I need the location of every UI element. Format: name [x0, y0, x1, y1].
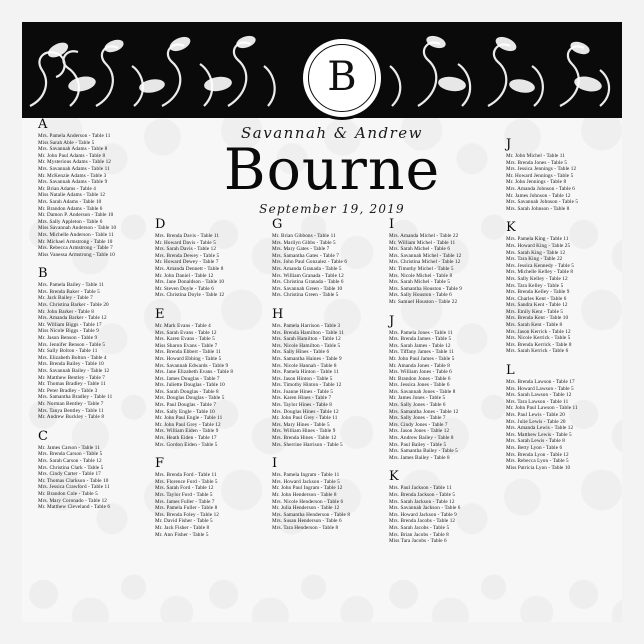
group-letter: I [272, 456, 278, 472]
guest-entry: Mrs. James Fuller - Table 7 [155, 498, 215, 505]
guest-entry: Mrs. Savannah Michel - Table 12 [389, 252, 462, 259]
guest-entry: Mrs. Sarah Ford - Table 12 [155, 485, 214, 492]
guest-entry: Miss Sarah Able - Table 5 [38, 139, 95, 146]
guest-entry: Mr. Jason Benson - Table 9 [38, 335, 98, 342]
guest-entry: Mrs. Sally Engle - Table 10 [155, 408, 215, 415]
guest-entry: Mrs. Brian Jacobs - Table 8 [389, 531, 449, 538]
guest-entry: Mrs. Sally Jones - Table 7 [389, 415, 446, 422]
guest-entry: Mrs. Cindy Jones - Table 7 [389, 421, 448, 428]
guest-entry: Mr. Sally Bolton - Table 11 [38, 348, 98, 355]
guest-entry: Mrs. Howard King - Table 25 [506, 242, 571, 249]
group-letter: A [38, 117, 48, 132]
guest-entry: Miss Savannah Anderson - Table 10 [38, 225, 117, 232]
guest-entry: Mrs. Amanda Lewis - Table 12 [506, 425, 574, 432]
guest-entry: Mrs. Christina Michel - Table 12 [389, 259, 461, 266]
guest-entry: Mrs. Douglas Douglas - Table 5 [155, 395, 225, 402]
guest-entry: Mr. Andrew Buckley - Table 8 [38, 414, 105, 421]
guest-entry: Mrs. Karen Hines - Table 7 [272, 395, 332, 402]
guest-entry: Mr. Julia Henderson - Table 12 [272, 505, 340, 512]
guest-entry: Mrs. Tara Kelley - Table 5 [506, 282, 564, 289]
guest-entry: Mrs. Howard Jackson - Table 9 [389, 511, 457, 518]
guest-entry: Mr. Jack Fisher - Table 8 [155, 524, 210, 531]
guest-entry: Mrs. Amanda Johnson - Table 6 [506, 185, 576, 192]
guest-entry: Mr. William Biggs - Table 17 [38, 321, 102, 328]
guest-entry: Mr. Amanda Jones - Table 8 [389, 362, 450, 369]
guest-entry: Mr. Matthew Bentley - Table 7 [38, 374, 105, 381]
guest-entry: Mrs. Sarah Jacobs - Table 5 [389, 524, 450, 531]
guest-entry: Mrs. Joanne Hines - Table 5 [272, 388, 334, 395]
guest-column [506, 138, 616, 480]
guest-entry: Miss Vanessa Armstrong - Table 10 [38, 251, 115, 258]
letter-group [155, 457, 265, 538]
guest-entry: Mrs. Savannah Adams - Table 8 [38, 146, 108, 153]
guest-entry: Mrs. Savannah Green - Table 10 [272, 285, 343, 292]
group-letter: C [38, 428, 48, 444]
guest-entry: Mrs. Sarah James - Table 12 [389, 342, 451, 349]
guest-entry: Mrs. Pamela Anderson - Table 11 [38, 133, 111, 139]
guest-entry: Mr. John Paul Grey - Table 12 [155, 421, 221, 428]
guest-entry: Mrs. William Hines - Table 9 [272, 428, 336, 435]
guest-entry: Mrs. Michelle Kelley - Table 8 [506, 269, 574, 276]
guest-entry: Mrs. Savannah Bailey - Table 12 [38, 368, 110, 374]
surname: Bourne [223, 137, 441, 203]
wedding-date: September 19, 2019 [259, 202, 405, 216]
guest-entry: Mrs. Christina Green - Table 5 [272, 292, 339, 299]
guest-entry: Mrs. Gordon Eiden - Table 5 [155, 441, 218, 448]
guest-entry: Mrs. Sarah Michel - Table 5 [389, 279, 451, 286]
guest-entry: Mrs. Emily Kent - Table 5 [506, 308, 564, 315]
guest-entry: Mrs. Samantha Haines - Table 9 [272, 355, 342, 362]
guest-entry: Mrs. Samantha Bradley - Table 11 [38, 394, 113, 401]
guest-entry: Mr. Ann Fisher - Table 5 [155, 531, 209, 538]
guest-entry: Mrs. Juliette Douglas - Table 10 [155, 382, 225, 389]
guest-entry: Mrs. James Bailey - Table 8 [389, 454, 450, 461]
letter-group [506, 364, 616, 471]
letter-group [38, 430, 148, 511]
guest-entry: Mr. John Paul James - Table 5 [389, 355, 455, 362]
guest-entry: Miss Patricia Lyon - Table 10 [506, 464, 571, 471]
guest-entry: Mrs. Brenda Carson - Table 5 [38, 451, 103, 458]
guest-entry: Mr. John Paul Lawson - Table 11 [506, 405, 578, 412]
guest-entry: Mr. Brian Adams - Table 4 [38, 185, 96, 192]
letter-group [272, 457, 382, 531]
guest-entry: Mr. James Johnson - Table 12 [506, 192, 571, 199]
guest-entry: Mrs. Sarah Kerrick - Table 6 [506, 348, 569, 355]
guest-entry: Miss Sharon Evans - Table 7 [155, 342, 218, 349]
guest-entry: Mrs. Brenda Ebbert - Table 11 [155, 349, 221, 356]
guest-entry: Mrs. Brenda Kent - Table 10 [506, 315, 569, 322]
guest-entry: Mrs. Brenda Kerrick - Table 8 [506, 341, 572, 348]
guest-entry: Mrs. Brenda Hines - Table 12 [272, 435, 337, 442]
guest-column [155, 218, 265, 547]
group-letter: K [389, 469, 399, 485]
guest-entry: Mr. William Michel - Table 11 [389, 239, 456, 246]
guest-entry: Mrs. Christina Barker - Table 20 [38, 302, 109, 309]
guest-entry: Mrs. Jessica Jennings - Table 12 [506, 166, 577, 173]
guest-entry: Mrs. Sherrine Harrison - Table 5 [272, 441, 343, 448]
guest-entry: Mrs. Mary Hines - Table 5 [272, 421, 330, 428]
guest-entry: Mrs. Samantha Bailey - Table 5 [389, 448, 458, 455]
guest-entry: Mr. Samuel Houston - Table 22 [389, 298, 458, 305]
guest-entry: Mrs. Jessica Crawford - Table 11 [38, 484, 110, 491]
guest-entry: Mr. John Barker - Table 8 [38, 308, 94, 315]
guest-entry: Mrs. Nicole Hamilton - Table 5 [272, 342, 341, 349]
letter-group [506, 221, 616, 355]
guest-entry: Mrs. Nicole Henderson - Table 6 [272, 498, 344, 505]
guest-column [389, 218, 499, 554]
guest-entry: Mrs. Brenda Jackson - Table 5 [389, 492, 456, 498]
guest-columns [22, 118, 622, 622]
letter-group [389, 218, 499, 306]
letter-group [272, 218, 382, 299]
guest-entry: Mr. Michael Armstrong - Table 10 [38, 238, 113, 245]
guest-entry: Mrs. Brenda Ford - Table 11 [155, 472, 217, 479]
guest-entry: Mrs. Charles Kent - Table 6 [506, 295, 567, 302]
guest-entry: Mrs. Brenda Bailey - Table 10 [38, 361, 104, 368]
guest-entry: Mrs. Nicole Michel - Table 8 [389, 272, 453, 279]
guest-entry: Mr. Damon P. Anderson - Table 10 [38, 212, 114, 219]
guest-entry: Mrs. Tara Lawson - Table 11 [506, 398, 569, 405]
guest-entry: Mrs. Sarah Jackson - Table 12 [389, 498, 455, 505]
guest-entry: Mr. Howard Dewey - Table 7 [155, 259, 219, 266]
guest-entry: Mr. James Jones - Table 5 [389, 395, 446, 402]
guest-entry: Mrs. Sarah Michel - Table 6 [389, 246, 451, 253]
guest-entry: Mrs. Susan Henderson - Table 6 [272, 518, 342, 525]
guest-entry: Mr. Thomas Bradley - Table 11 [38, 381, 106, 388]
guest-entry: Mr. David Fisher - Table 5 [155, 518, 213, 525]
letter-group [389, 470, 499, 544]
guest-entry: Mr. Brandon Jones - Table 6 [389, 375, 451, 382]
guest-entry: Mrs. Jason Jones - Table 12 [389, 428, 450, 435]
letter-group [506, 138, 616, 212]
guest-entry: Mr. James Carson - Table 11 [38, 444, 100, 451]
guest-entry: Mr. John Paul Grey - Table 11 [272, 415, 338, 422]
letter-group [38, 118, 148, 258]
guest-entry: Mr. Timothy Michel - Table 5 [389, 265, 454, 272]
group-letter: L [506, 363, 515, 379]
guest-entry: Mrs. Nicole Hannah - Table 8 [272, 362, 337, 369]
guest-entry: Mr. Brandon Cole - Table 5 [38, 490, 98, 497]
guest-entry: Mrs. Amanda Barker - Table 12 [38, 315, 107, 322]
poster-sheet [22, 22, 622, 622]
guest-entry: Mrs. Tara King - Table 22 [506, 256, 563, 263]
guest-entry: Mrs. Sally Kelley - Table 12 [506, 275, 568, 282]
guest-entry: Mrs. James Douglas - Table 7 [155, 375, 220, 382]
guest-entry: Miss Tara Jacobs - Table 6 [389, 538, 447, 545]
guest-entry: Mrs. Sarah Kent - Table 8 [506, 322, 563, 329]
guest-entry: Mrs. Andrew Bailey - Table 8 [389, 435, 454, 442]
guest-entry: Mrs. Christina Granada - Table 6 [272, 279, 344, 286]
guest-entry: Mr. Peter Bradley - Table 3 [38, 387, 98, 394]
guest-entry: Mrs. Pamela Jones - Table 11 [389, 329, 453, 336]
guest-entry: Mrs. Howard Lawson - Table 5 [506, 385, 574, 392]
guest-entry: Mrs. Christina Clark - Table 5 [38, 464, 104, 471]
guest-entry: Mrs. Amanda Dennett - Table 8 [155, 265, 224, 272]
guest-entry: Mr. McKenzie Adams - Table 3 [38, 172, 107, 179]
guest-entry: Mrs. Christina Doyle - Table 12 [155, 292, 225, 299]
guest-entry: Mrs. Samantha Gates - Table 7 [272, 252, 339, 259]
guest-entry: Mrs. Paul Jackson - Table 11 [389, 485, 452, 492]
guest-entry: Mrs. Savannah Edwards - Table 9 [155, 362, 229, 369]
guest-entry: Mrs. Brenda Lawson - Table 17 [506, 379, 575, 386]
monogram-medallion [300, 36, 384, 120]
guest-entry: Mrs. Cindy Carter - Table 17 [38, 471, 101, 478]
guest-entry: Mrs. Samantha Houston - Table 9 [389, 285, 462, 292]
guest-entry: Mrs. Tanya Bentley - Table 11 [38, 407, 104, 414]
guest-entry: Mrs. Sally Jones - Table 6 [389, 402, 446, 409]
guest-entry: Mrs. William Eiden - Table 9 [155, 428, 219, 435]
guest-entry: Mrs. Pamela Harrison - Table 3 [272, 322, 341, 329]
guest-entry: Mrs. Brenda Kelley - Table 9 [506, 289, 570, 296]
guest-entry: Mrs. Paul Bailey - Table 5 [389, 441, 447, 448]
guest-entry: Mrs. Sarah Johnson - Table 8 [506, 205, 570, 212]
group-letter: I [389, 217, 395, 232]
guest-entry: Mrs. Brenda Lyon - Table 12 [506, 451, 569, 458]
guest-entry: Mrs. Rebecca Lyon - Table 5 [506, 458, 569, 465]
letter-group [272, 308, 382, 448]
guest-entry: Miss Natalie Adams - Table 12 [38, 192, 106, 199]
guest-entry: Mrs. Mary Gates - Table 7 [272, 246, 330, 253]
guest-entry: Mrs. Nicole Kerrick - Table 5 [506, 335, 571, 342]
guest-entry: Mrs. Savannah Johnson - Table 5 [506, 199, 579, 206]
guest-entry: Mrs. Jane Donaldson - Table 10 [155, 279, 225, 286]
guest-entry: Mrs. Pamela Hinton - Table 11 [272, 369, 339, 376]
guest-entry: Mrs. Savannah Adams - Table 9 [38, 179, 108, 186]
guest-entry: Mr. Howard Davis - Table 5 [155, 239, 216, 246]
guest-entry: Mrs. Jennifer Benson - Table 5 [38, 341, 106, 348]
guest-entry: Mrs. Sarah Carson - Table 12 [38, 457, 102, 464]
guest-entry: Mrs. Sarah King - Table 12 [506, 249, 566, 256]
group-letter: E [155, 306, 165, 322]
guest-entry: Mrs. Michelle Anderson - Table 11 [38, 231, 114, 238]
guest-entry: Mrs. Pamela Bailey - Table 11 [38, 282, 104, 289]
guest-entry: Mrs. Jessica Kennedy - Table 5 [506, 262, 574, 269]
couple-names: Savannah & Andrew [241, 124, 423, 142]
guest-entry: Mrs. Savannah Jones - Table 8 [389, 388, 456, 395]
letter-group [155, 308, 265, 448]
letter-group [389, 315, 499, 462]
guest-entry: Mrs. Taylor Hines - Table 8 [272, 402, 332, 409]
guest-entry: Mrs. Brenda Dewey - Table 5 [155, 252, 220, 259]
guest-entry: Mrs. Sally Houston - Table 6 [389, 292, 452, 299]
guest-entry: Mrs. Tara Henderson - Table 8 [272, 524, 339, 531]
guest-entry: Mrs. Julie Lewis - Table 20 [506, 418, 566, 425]
guest-entry: Mrs. Brenda Baker - Table 5 [38, 288, 100, 295]
guest-entry: Mrs. Tiffany James - Table 11 [389, 349, 454, 356]
group-letter: G [272, 217, 283, 232]
guest-entry: Mrs. Brenda James - Table 5 [389, 336, 452, 343]
guest-entry: Mr. Steven Doyle - Table 6 [155, 285, 214, 292]
letter-group [38, 267, 148, 420]
guest-entry: Mr. John Henderson - Table 8 [272, 492, 337, 498]
guest-column [38, 118, 148, 520]
guest-entry: Mrs. Brenda Davis - Table 11 [155, 233, 220, 239]
guest-entry: Mr. John Michel - Table 11 [506, 153, 566, 159]
guest-entry: Mrs. Brenda Jacobs - Table 12 [389, 518, 456, 525]
guest-entry: Mrs. Sandra Kent - Table 12 [506, 302, 568, 309]
guest-entry: Mr. John Daniel - Table 12 [155, 272, 214, 279]
guest-column [272, 218, 382, 541]
guest-entry: Mrs. Mary Coronado - Table 12 [38, 497, 108, 504]
guest-entry: Mr. John Paul Engle - Table 11 [155, 415, 223, 422]
guest-entry: Mrs. Howard Ebbing - Table 5 [155, 355, 222, 362]
guest-entry: Mrs. Savannah Jackson - Table 6 [389, 505, 461, 512]
guest-entry: Mrs. Jane Elizabeth Evans - Table 8 [155, 369, 234, 376]
guest-entry: Mrs. Pamela Ingram - Table 11 [272, 472, 340, 479]
guest-entry: Mrs. Paul Lewis - Table 20 [506, 412, 565, 418]
guest-entry: Mr. Norman Bentley - Table 7 [38, 400, 104, 407]
guest-entry: Mrs. Timothy Hinton - Table 12 [272, 382, 342, 389]
guest-entry: Mrs. Florence Ford - Table 5 [155, 478, 218, 485]
group-letter: B [38, 266, 48, 282]
guest-entry: Miss Nicole Biggs - Table 9 [38, 328, 99, 335]
guest-entry: Mrs. Samantha Jones - Table 12 [389, 408, 459, 415]
guest-entry: Mrs. Sarah Evans - Table 12 [155, 329, 217, 336]
guest-entry: Mr. John Jennings - Table 8 [506, 179, 567, 186]
guest-entry: Mrs. Sarah Davis - Table 12 [155, 246, 217, 253]
guest-entry: Mrs. John Paul Gonzalez - Table 6 [272, 259, 348, 266]
guest-entry: Mr. Brian Gibbons - Table 11 [272, 233, 336, 239]
guest-entry: Mrs. Paul Douglas - Table 7 [155, 402, 217, 409]
guest-entry: Mrs. Karen Evans - Table 5 [155, 336, 215, 343]
guest-entry: Mrs. Sarah Lewis - Table 8 [506, 438, 565, 445]
group-letter: J [506, 137, 512, 152]
guest-entry: Mrs. Douglas Hines - Table 12 [272, 408, 339, 415]
guest-entry: Mrs. Samantha Henderson - Table 8 [272, 511, 351, 518]
guest-entry: Mr. Jack Bailey - Table 7 [38, 295, 93, 302]
guest-entry: Mrs. Pamela King - Table 11 [506, 236, 569, 243]
guest-entry: Mrs. Brenda Hamilton - Table 11 [272, 329, 344, 336]
group-letter: J [389, 313, 395, 329]
guest-entry: Mrs. Jason Kerrick - Table 12 [506, 328, 571, 335]
guest-entry: Mrs. Sally Appleton - Table 6 [38, 218, 103, 225]
guest-entry: Mrs. William Granada - Table 12 [272, 272, 344, 279]
guest-entry: Mrs. Savannah Adams - Table 11 [38, 165, 110, 172]
guest-entry: Mrs. Sally Hines - Table 6 [272, 349, 330, 356]
guest-entry: Mrs. Howard Jackson - Table 5 [272, 478, 340, 485]
guest-entry: Mrs. Amanda Granada - Table 5 [272, 265, 342, 272]
guest-entry: Mr. Thomas Clarkson - Table 10 [38, 477, 109, 484]
guest-entry: Mrs. Heath Eiden - Table 17 [155, 435, 217, 442]
guest-entry: Mrs. Sarah Douglas - Table 8 [155, 388, 219, 395]
guest-entry: Mrs. Elizabeth Bolton - Table 4 [38, 354, 107, 361]
guest-entry: Mrs. Pamela Fuller - Table 8 [155, 505, 218, 512]
guest-entry: Mrs. Sarah Hamilton - Table 12 [272, 336, 341, 343]
guest-entry: Mrs. Amanda Michel - Table 22 [389, 233, 459, 239]
guest-entry: Mr. John Paul Ingram - Table 12 [272, 485, 343, 492]
guest-entry: Mr. Matthew Cleveland - Table 6 [38, 504, 111, 511]
guest-entry: Mr. Mysterious Adams - Table 12 [38, 159, 111, 166]
group-letter: K [506, 220, 516, 236]
guest-entry: Mrs. Jessica Jones - Table 6 [389, 382, 450, 389]
guest-entry: Mr. Howard Jennings - Table 5 [506, 172, 574, 179]
guest-entry: Mrs. Brenda Jones - Table 5 [506, 159, 568, 166]
guest-entry: Mrs. Matthew Lewis - Table 5 [506, 431, 572, 438]
group-letter: F [155, 456, 165, 472]
guest-entry: Mrs. Betty Lyon - Table 6 [506, 444, 563, 451]
letter-group [155, 218, 265, 299]
guest-entry: Mrs. Sarah Lawson - Table 12 [506, 392, 572, 399]
guest-entry: Mrs. Taylor Ford - Table 5 [155, 492, 213, 498]
guest-entry: Mrs. Brenda Foley - Table 12 [155, 511, 220, 518]
guest-entry: Mrs. Jason Hinton - Table 5 [272, 375, 333, 382]
guest-entry: Mr. John Paul Adams - Table 8 [38, 152, 106, 159]
guest-entry: Mrs. Marilyn Gibbs - Table 5 [272, 239, 336, 246]
group-letter: H [272, 306, 284, 322]
guest-entry: Mr. Brandon Adams - Table 6 [38, 205, 103, 212]
guest-entry: Mrs. William Jones - Table 6 [389, 369, 452, 376]
guest-entry: Mrs. Rebecca Armstrong - Table 7 [38, 245, 113, 252]
monogram-letter: B [327, 54, 357, 100]
guest-entry: Mr. Mark Evans - Table 4 [155, 322, 211, 329]
group-letter: D [155, 217, 166, 232]
guest-entry: Mrs. Sarah Adams - Table 10 [38, 198, 102, 205]
